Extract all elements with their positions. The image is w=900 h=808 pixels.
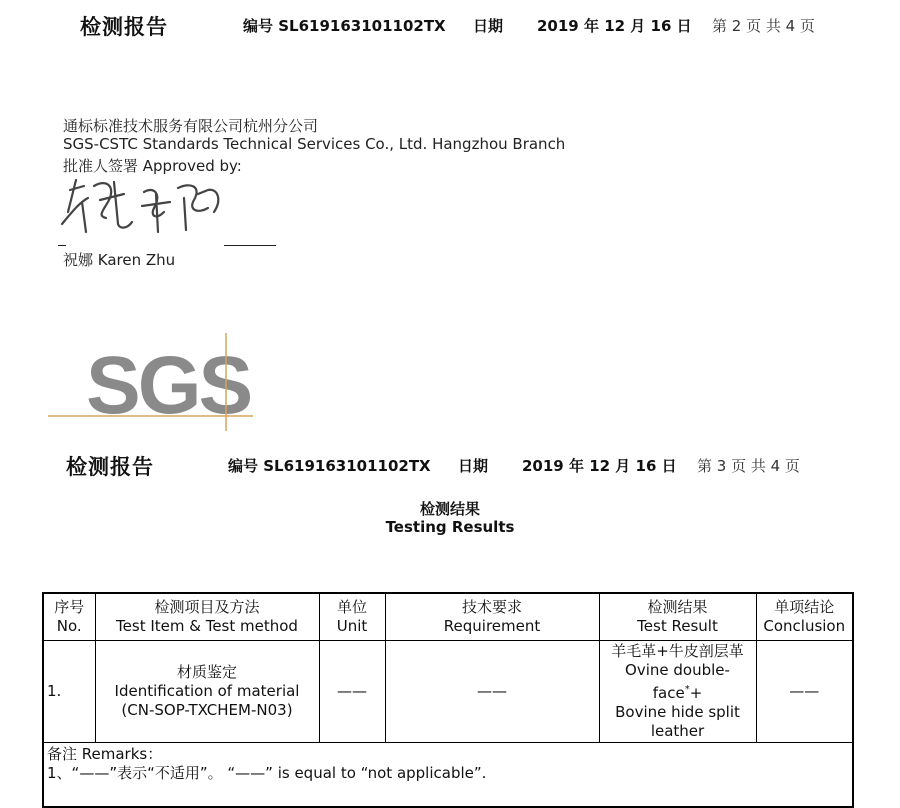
sgs-logo-text: SGS: [86, 340, 251, 431]
results-title-cn: 检测结果: [419, 500, 480, 518]
cell-test-result: 羊毛革+牛皮剖层革 Ovine double-face*+ Bovine hide split leather: [599, 641, 756, 743]
remark-item: 1、“——”表示“不适用”。 “——” is equal to “not applicable”.: [47, 764, 487, 782]
cell-test-item: 材质鉴定 Identification of material (CN-SOP-TXCHEM-N03): [95, 641, 319, 743]
table-row: [43, 641, 853, 743]
handwritten-signature: [58, 172, 233, 247]
report-number-p3: 编号 SL619163101102TX: [228, 457, 431, 475]
remarks-cell: [43, 743, 853, 808]
report-date-p3: 2019 年 12 月 16 日: [522, 457, 677, 475]
cell-unit: ——: [319, 641, 385, 743]
report-title-p3: 检测报告: [66, 455, 154, 479]
report-date: 2019 年 12 月 16 日: [537, 17, 692, 35]
header-conclusion: 单项结论 Conclusion: [756, 593, 853, 641]
company-name-en: SGS-CSTC Standards Technical Services Co., Ltd. Hangzhou Branch: [63, 135, 566, 153]
cell-no: 1.: [43, 641, 95, 743]
signatory-name: 祝娜 Karen Zhu: [63, 251, 176, 269]
remarks-row: [43, 743, 853, 808]
header-requirement: 技术要求 Requirement: [385, 593, 599, 641]
header-test-item: 检测项目及方法 Test Item & Test method: [95, 593, 319, 641]
date-label: 日期: [473, 17, 504, 35]
report-number: 编号 SL619163101102TX: [243, 17, 446, 35]
signature-line-right: [224, 245, 276, 246]
header-no: 序号 No.: [43, 593, 95, 641]
cell-requirement: ——: [385, 641, 599, 743]
sgs-logo: [48, 333, 253, 431]
signature-line-left: [58, 245, 66, 246]
results-table: [42, 592, 854, 808]
date-label-p3: 日期: [458, 457, 489, 475]
header-unit: 单位 Unit: [319, 593, 385, 641]
table-header-row: [43, 593, 853, 641]
page-number: 第 2 页 共 4 页: [712, 17, 815, 35]
page-number-p3: 第 3 页 共 4 页: [697, 457, 800, 475]
company-name-cn: 通标标准技术服务有限公司杭州分公司: [63, 117, 319, 135]
approved-by-label: 批准人签署 Approved by:: [63, 157, 242, 175]
report-title: 检测报告: [80, 15, 168, 39]
cell-conclusion: ——: [756, 641, 853, 743]
remarks-title: 备注 Remarks：: [47, 745, 163, 763]
header-test-result: 检测结果 Test Result: [599, 593, 756, 641]
results-title-en: Testing Results: [385, 518, 515, 536]
